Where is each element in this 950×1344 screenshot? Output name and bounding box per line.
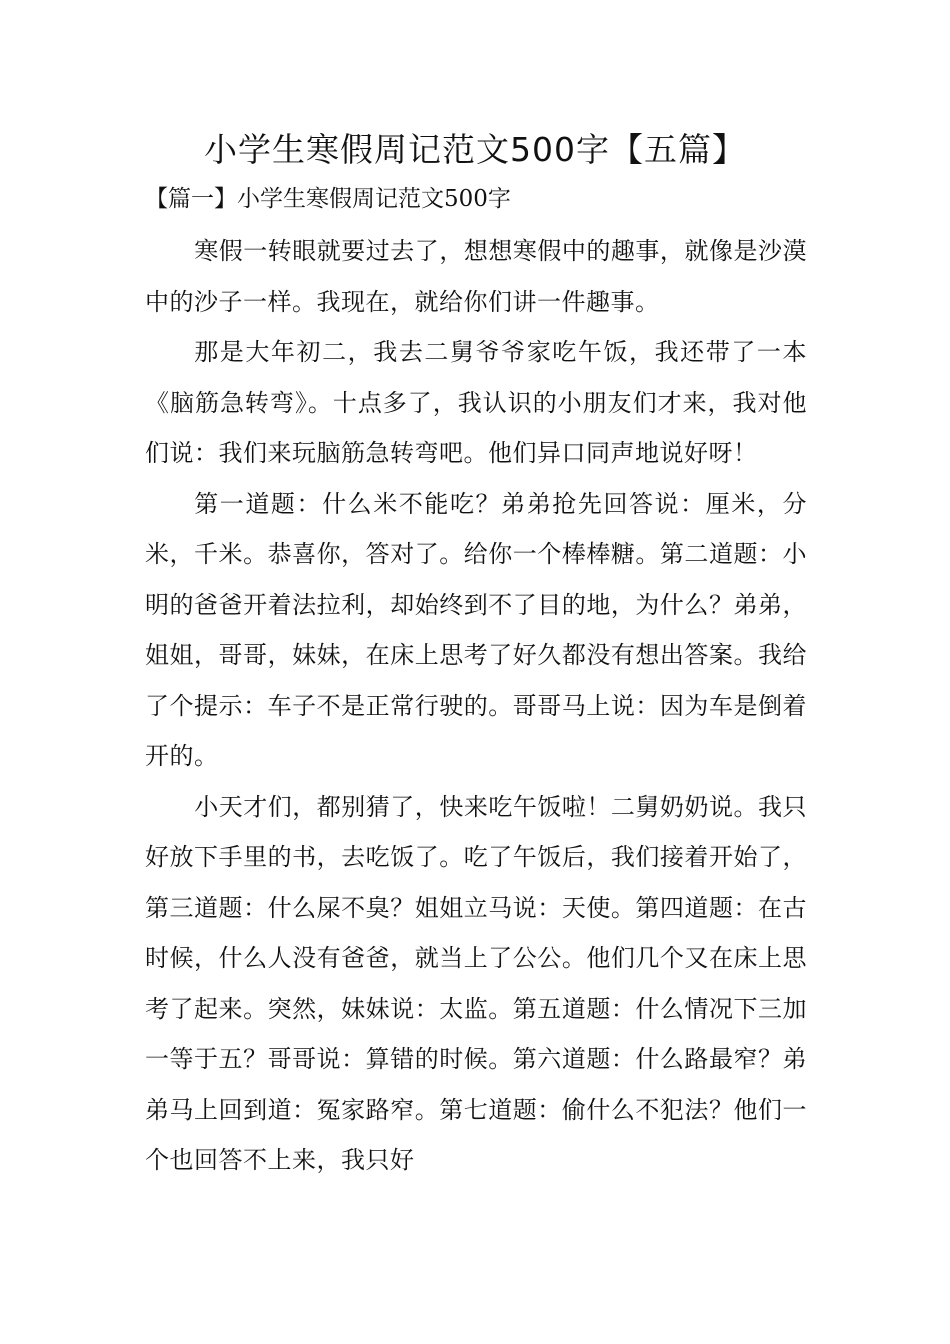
paragraph: 那是大年初二，我去二舅爷爷家吃午饭，我还带了一本《脑筋急转弯》。十点多了，我认识的小朋友们才来，我对他们说：我们来玩脑筋急转弯吧。他们异口同声地说好呀！ bbox=[145, 338, 807, 467]
document-title: 小学生寒假周记范文500字【五篇】 bbox=[204, 130, 746, 169]
paragraph: 小天才们，都别猜了，快来吃午饭啦！二舅奶奶说。我只好放下手里的书，去吃饭了。吃了午饭后，我们接着开始了，第三道题：什么屎不臭？姐姐立马说：天使。第四道题：在古时候，什么人没有爸爸，就当上了公公。他们几个又在床上思考了起来。突然，妹妹说：太监。第五道题：什么情况下三加一等于五？哥哥说：算错的时候。第六道题：什么路最窄？弟弟马上回到道：冤家路窄。第七道题：偷什么不犯法？他们一个也回答不上来，我只好 bbox=[145, 792, 807, 1174]
paragraph: 第一道题：什么米不能吃？弟弟抢先回答说：厘米，分米，千米。恭喜你，答对了。给你一个棒棒糖。第二道题：小明的爸爸开着法拉利，却始终到不了目的地，为什么？弟弟，姐姐，哥哥，妹妹，在床上思考了好久都没有想出答案。我给了个提示：车子不是正常行驶的。哥哥马上说：因为车是倒着开的。 bbox=[145, 489, 807, 770]
section-heading: 【篇一】小学生寒假周记范文500字 bbox=[145, 186, 511, 212]
document-body bbox=[145, 226, 807, 1186]
paragraph: 寒假一转眼就要过去了，想想寒假中的趣事，就像是沙漠中的沙子一样。我现在，就给你们讲一件趣事。 bbox=[145, 237, 807, 316]
